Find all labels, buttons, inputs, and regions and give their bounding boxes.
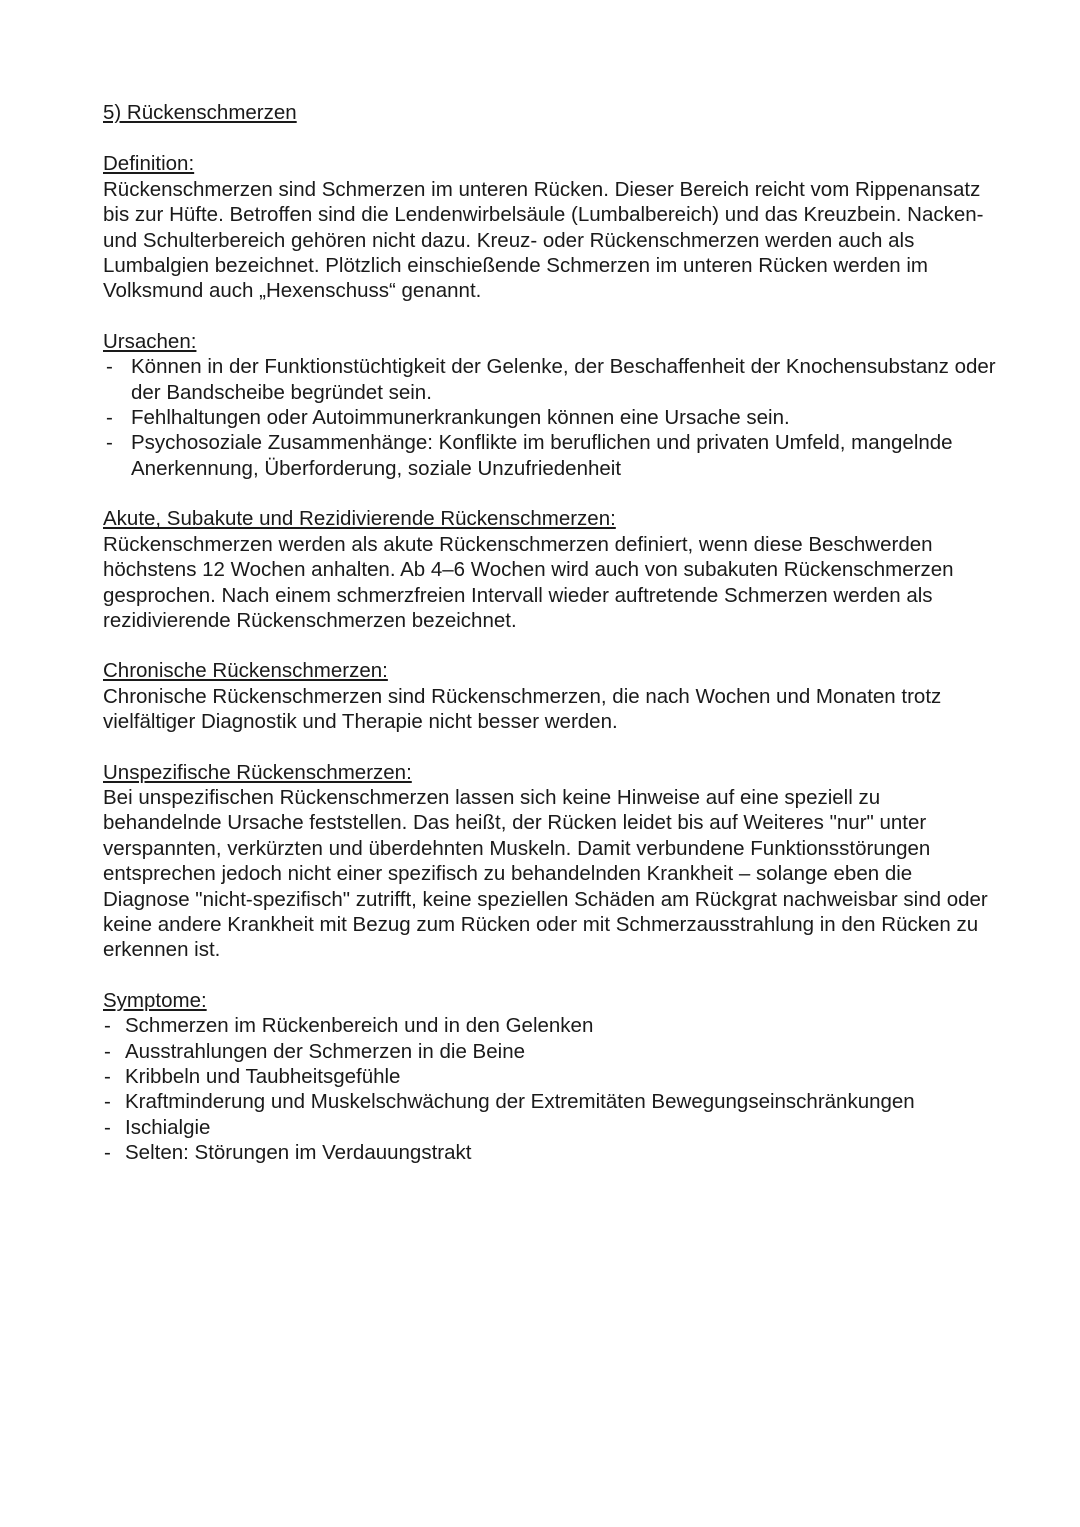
document-page [103, 100, 1003, 1191]
definition-text: Rückenschmerzen sind Schmerzen im unteren Rücken. Dieser Bereich reicht vom Rippenansatz bis zur Hüfte. Betroffen sind die Lendenwirbelsäule (Lumbalbereich) und das Kreuzbein. Nacken- und Schulterbereich gehören nicht dazu. Kreuz- oder Rückenschmerzen werden auch als Lumbalgien bezeichnet. Plötzlich einschießende Schmerzen im unteren Rücken werden im Volksmund auch „Hexenschuss“ genannt. [103, 177, 984, 303]
section-definition [103, 151, 1003, 303]
definition-heading: Definition: [103, 152, 195, 176]
page-title: 5) Rückenschmerzen [103, 101, 297, 124]
chronisch-text: Chronische Rückenschmerzen sind Rückenschmerzen, die nach Wochen und Monaten trotz vielfältiger Diagnostik und Therapie nicht besser werden. [103, 684, 942, 734]
list-item: - Selten: Störungen im Verdauungstrakt [103, 1140, 1003, 1165]
chronisch-heading: Chronische Rückenschmerzen: [103, 659, 388, 683]
unspezifisch-text: Bei unspezifischen Rückenschmerzen lassen sich keine Hinweise auf eine speziell zu behandelnde Ursache feststellen. Das heißt, der Rücken leidet bis auf Weiteres "nur" unter verspannten, verkürzten und überdehnten Muskeln. Damit verbundene Funktionsstörungen entsprechen jedoch nicht einer spezifisch zu behandelnden Krankheit – solange eben die Diagnose "nicht-spezifisch" zutrifft, keine speziellen Schäden am Rückgrat nachweisbar sind oder keine andere Krankheit mit Bezug zum Rücken oder mit Schmerzausstrahlung in den Rücken zu erkennen ist. [103, 785, 988, 962]
list-item: - Schmerzen im Rückenbereich und in den Gelenken [103, 1013, 1003, 1038]
ursachen-list [103, 354, 1003, 481]
list-item: - Können in der Funktionstüchtigkeit der Gelenke, der Beschaffenheit der Knochensubstanz oder der Bandscheibe begründet sein. [103, 354, 1003, 405]
list-item: - Kraftminderung und Muskelschwächung der Extremitäten Bewegungseinschränkungen [103, 1089, 1003, 1114]
list-item: - Kribbeln und Taubheitsgefühle [103, 1064, 1003, 1089]
section-ursachen [103, 329, 1003, 481]
list-item: - Ischialgie [103, 1115, 1003, 1140]
symptome-heading: Symptome: [103, 988, 207, 1012]
akut-text: Rückenschmerzen werden als akute Rückenschmerzen definiert, wenn diese Beschwerden höchstens 12 Wochen anhalten. Ab 4–6 Wochen wird auch von subakuten Rückenschmerzen gesprochen. Nach einem schmerzfreien Intervall wieder auftretende Schmerzen werden als rezidivierende Rückenschmerzen bezeichnet. [103, 532, 954, 632]
list-item: - Ausstrahlungen der Schmerzen in die Beine [103, 1039, 1003, 1064]
unspezifisch-heading: Unspezifische Rückenschmerzen: [103, 760, 412, 784]
symptome-list [103, 1013, 1003, 1165]
list-item: - Fehlhaltungen oder Autoimmunerkrankungen können eine Ursache sein. [103, 405, 1003, 430]
ursachen-heading: Ursachen: [103, 329, 197, 353]
section-symptome [103, 988, 1003, 1166]
list-item: - Psychosoziale Zusammenhänge: Konflikte im beruflichen und privaten Umfeld, mangelnde Anerkennung, Überforderung, soziale Unzufriedenheit [103, 430, 1003, 481]
section-unspezifisch [103, 760, 1003, 963]
section-akut [103, 506, 1003, 633]
section-chronisch [103, 658, 1003, 734]
akut-heading: Akute, Subakute und Rezidivierende Rückenschmerzen: [103, 507, 616, 531]
